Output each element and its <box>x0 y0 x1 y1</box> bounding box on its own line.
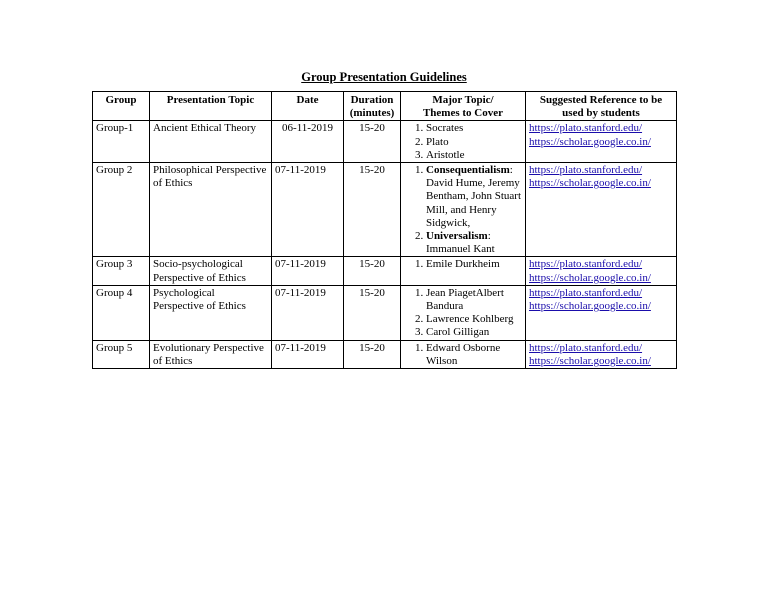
reference-link-scholar[interactable]: https://scholar.google.co.in/ <box>529 271 651 284</box>
reference-link-scholar[interactable]: https://scholar.google.co.in/ <box>529 177 651 190</box>
cell-topic: Evolutionary Perspective of Ethics <box>150 340 272 368</box>
reference-link-plato[interactable]: https://plato.stanford.edu/ <box>529 286 643 299</box>
cell-refs <box>526 163 677 257</box>
cell-group: Group 5 <box>93 340 150 368</box>
header-duration-line2: (minutes) <box>349 107 395 120</box>
list-item <box>426 164 522 230</box>
cell-group: Group-1 <box>93 121 150 163</box>
reference-link-plato[interactable]: https://plato.stanford.edu/ <box>529 164 643 177</box>
table-row <box>93 257 677 285</box>
cell-refs <box>526 285 677 340</box>
header-duration <box>344 92 401 121</box>
theme-detail: : Immanuel Kant <box>426 230 495 256</box>
cell-date: 07-11-2019 <box>272 257 344 285</box>
list-item: 1. Jean PiagetAlbert Bandura <box>426 287 522 313</box>
reference-link-plato[interactable]: https://plato.stanford.edu/ <box>529 258 643 271</box>
header-duration-line1: Duration <box>350 94 394 106</box>
header-group: Group <box>93 92 150 121</box>
reference-link-scholar[interactable]: https://scholar.google.co.in/ <box>529 135 651 148</box>
cell-themes <box>401 121 526 163</box>
cell-topic: Philosophical Perspective of Ethics <box>150 163 272 257</box>
cell-refs <box>526 121 677 163</box>
theme-bold-term: Consequentialism <box>426 164 510 177</box>
list-item: 1. Socrates <box>426 122 522 135</box>
reference-link-plato[interactable]: https://plato.stanford.edu/ <box>529 341 643 354</box>
cell-date: 07-11-2019 <box>272 285 344 340</box>
header-topic: Presentation Topic <box>150 92 272 121</box>
cell-duration: 15-20 <box>344 163 401 257</box>
cell-refs <box>526 340 677 368</box>
header-ref-line1: Suggested Reference to be <box>539 94 663 106</box>
theme-bold-term: Universalism <box>426 230 488 243</box>
cell-group: Group 2 <box>93 163 150 257</box>
themes-list <box>404 342 522 368</box>
theme-detail: : David Hume, Jeremy Bentham, John Stuart Mill, and Henry Sidgwick, <box>426 164 522 229</box>
cell-themes <box>401 340 526 368</box>
cell-date: 06-11-2019 <box>272 121 344 163</box>
table-row <box>93 285 677 340</box>
cell-group: Group 3 <box>93 257 150 285</box>
cell-themes <box>401 285 526 340</box>
list-item: 2. Lawrence Kohlberg <box>426 313 522 326</box>
header-date: Date <box>272 92 344 121</box>
cell-duration: 15-20 <box>344 121 401 163</box>
reference-link-scholar[interactable]: https://scholar.google.co.in/ <box>529 354 651 367</box>
table-row <box>93 121 677 163</box>
list-item: 3. Carol Gilligan <box>426 326 522 339</box>
header-major-topic <box>401 92 526 121</box>
cell-topic: Psychological Perspective of Ethics <box>150 285 272 340</box>
guidelines-table <box>92 91 677 369</box>
cell-group: Group 4 <box>93 285 150 340</box>
cell-duration: 15-20 <box>344 285 401 340</box>
reference-link-plato[interactable]: https://plato.stanford.edu/ <box>529 122 643 135</box>
reference-link-scholar[interactable]: https://scholar.google.co.in/ <box>529 300 651 313</box>
themes-list <box>404 164 522 256</box>
list-item: 2. Plato <box>426 136 522 149</box>
cell-date: 07-11-2019 <box>272 340 344 368</box>
cell-refs <box>526 257 677 285</box>
cell-themes <box>401 257 526 285</box>
themes-list <box>404 258 522 271</box>
cell-duration: 15-20 <box>344 340 401 368</box>
header-ref-line2: used by students <box>562 107 640 120</box>
cell-themes <box>401 163 526 257</box>
page-title: Group Presentation Guidelines <box>301 70 467 84</box>
list-item: 3. Aristotle <box>426 149 522 162</box>
table-row <box>93 163 677 257</box>
list-item: 1. Emile Durkheim <box>426 258 522 271</box>
cell-date: 07-11-2019 <box>272 163 344 257</box>
themes-list <box>404 287 522 340</box>
header-major-line2: Themes to Cover <box>422 107 504 120</box>
list-item: 1. Edward Osborne Wilson <box>426 342 522 368</box>
header-major-line1: Major Topic/ <box>432 94 494 106</box>
table-row <box>93 340 677 368</box>
header-reference <box>526 92 677 121</box>
table-header-row <box>93 92 677 121</box>
list-item <box>426 230 522 256</box>
cell-duration: 15-20 <box>344 257 401 285</box>
cell-topic: Ancient Ethical Theory <box>150 121 272 163</box>
cell-topic: Socio-psychological Perspective of Ethics <box>150 257 272 285</box>
themes-list <box>404 122 522 162</box>
